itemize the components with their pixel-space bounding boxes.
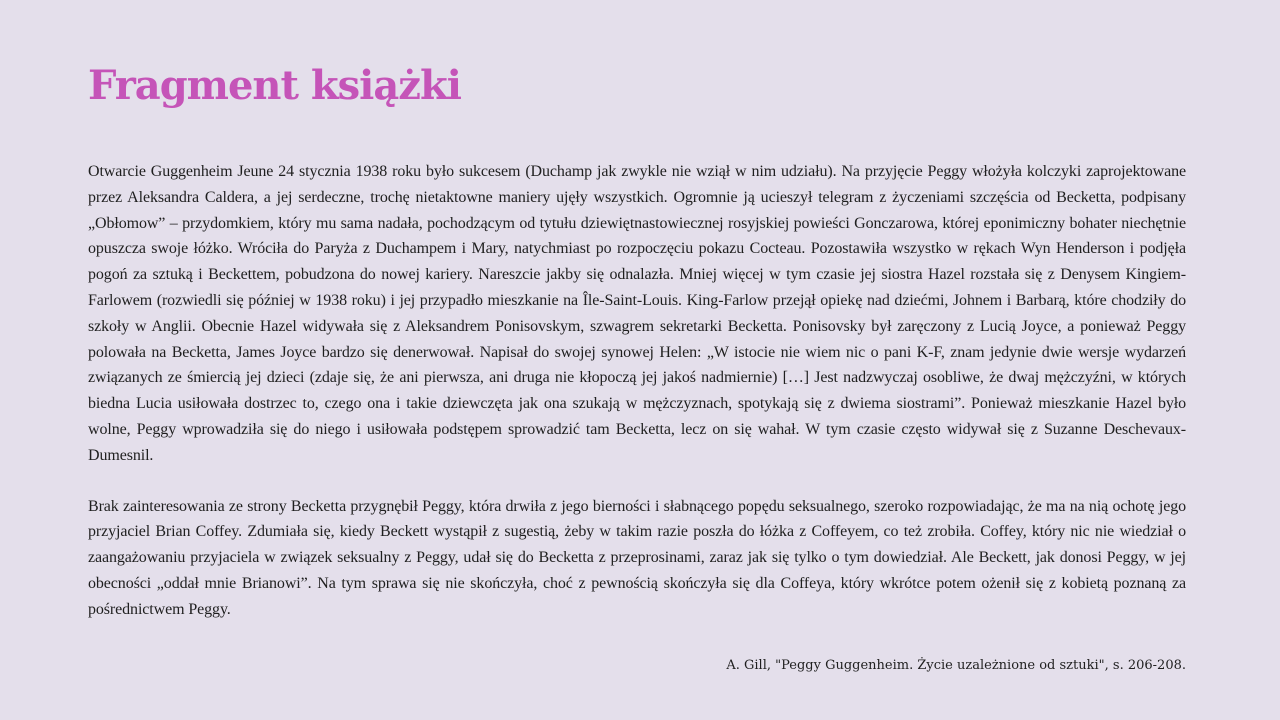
excerpt-paragraph-2: Brak zainteresowania ze strony Becketta przygnębił Peggy, która drwiła z jego bierności i słabnącego popędu seksualnego, szeroko rozpowiadając, że ma na nią ochotę jego przyjaciel Brian Coffey. Zdumiała się, kiedy Beckett wystąpił z sugestią, żeby w takim razie poszła do łóżka z Coffeyem, co też zrobiła. Coffey, który nic nie wiedział o zaangażowaniu przyjaciela w związek seksualny z Peggy, udał się do Becketta z przeprosinami, zaraz jak się tylko o tym dowiedział. Ale Beckett, jak donosi Peggy, w jej obecności „oddał mnie Brianowi”. Na tym sprawa się nie skończyła, choć z pewnością skończyła się dla Coffeya, który wkrótce potem ożenił się z kobietą poznaną za pośrednictwem Peggy. — [88, 497, 1186, 618]
excerpt-paragraph-1: Otwarcie Guggenheim Jeune 24 stycznia 1938 roku było sukcesem (Duchamp jak zwykle nie wziął w nim udziału). Na przyjęcie Peggy włożyła kolczyki zaprojektowane przez Aleksandra Caldera, a jej serdeczne, trochę nietaktowne maniery ujęły wszystkich. Ogromnie ją ucieszył telegram z życzeniami szczęścia od Becketta, podpisany „Obłomow” – przydomkiem, który mu sama nadała, pochodzącym od tytułu dziewiętnastowiecznej rosyjskiej powieści Gonczarowa, której eponimiczny bohater niechętnie opuszcza swoje łóżko. Wróciła do Paryża z Duchampem i Mary, natychmiast po rozpoczęciu pokazu Cocteau. Pozostawiła wszystko w rękach Wyn Henderson i podjęła pogoń za sztuką i Beckettem, pobudzona do nowej kariery. Nareszcie jakby się odnalazła. Mniej więcej w tym czasie jej siostra Hazel rozstała się z Denysem Kingiem-Farlowem (rozwiedli się później w 1938 roku) i jej przypadło mieszkanie na Île-Saint-Louis. King-Farlow przejął opiekę nad dziećmi, Johnem i Barbarą, które chodziły do szkoły w Anglii. Obecnie Hazel widywała się z Aleksandrem Ponisovskym, szwagrem sekretarki Becketta. Ponisovsky był zaręczony z Lucią Joyce, a ponieważ Peggy polowała na Becketta, James Joyce bardzo się denerwował. Napisał do swojej synowej Helen: „W istocie nie wiem nic o pani K-F, znam jedynie dwie wersje wydarzeń związanych ze śmiercią jej dzieci (zdaje się, że ani pierwsza, ani druga nie kłopoczą jej jakoś nadmiernie) […] Jest nadzwyczaj osobliwe, że dwaj mężczyźni, w których biedna Lucia usiłowała dostrzec to, czego ona i takie dziewczęta jak ona szukają w mężczyznach, spotykają się z dwiema siostrami”. Ponieważ mieszkanie Hazel było wolne, Peggy wprowadziła się do niego i usiłowała podstępem sprowadzić tam Becketta, lecz on się wahał. W tym czasie często widywał się z Suzanne Deschevaux-Dumesnil. — [88, 163, 1186, 464]
book-excerpt — [88, 159, 1186, 623]
page-title: Fragment książki — [88, 62, 461, 109]
source-citation: A. Gill, "Peggy Guggenheim. Życie uzależnione od sztuki", s. 206-208. — [726, 658, 1186, 673]
